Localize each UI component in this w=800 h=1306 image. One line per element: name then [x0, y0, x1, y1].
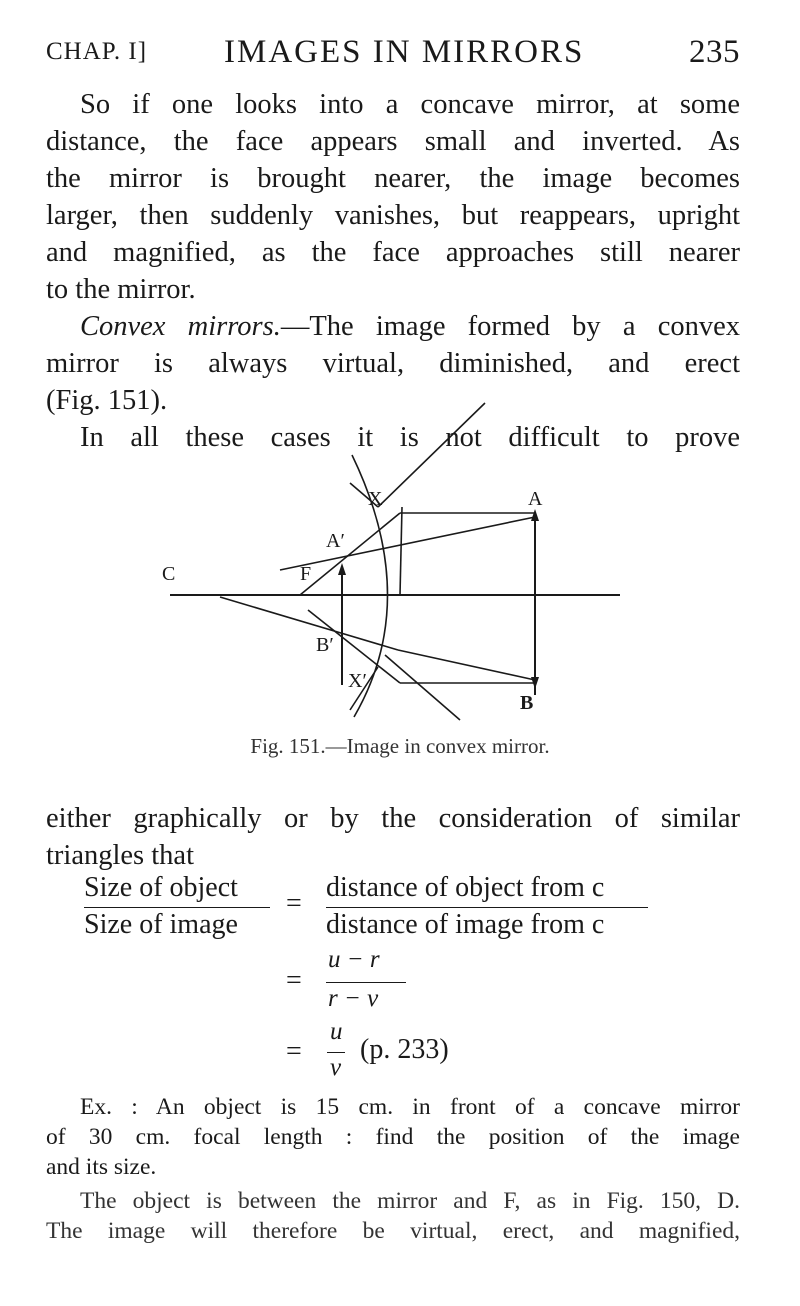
label-b-prime: B′	[316, 634, 334, 656]
eq-page-reference: (p. 233)	[360, 1034, 449, 1065]
running-title: IMAGES IN MIRRORS	[224, 34, 585, 70]
label-x-prime: X′	[348, 670, 367, 692]
text-line: either graphically or by the consideration of similar	[46, 803, 740, 834]
arrow-head-a-prime	[338, 563, 346, 575]
eq-step2-bar	[326, 982, 406, 983]
page-number: 235	[689, 34, 740, 70]
eq-equals-2: =	[286, 965, 302, 996]
eq-equals-3: =	[286, 1036, 302, 1067]
eq-step2-numerator: u − r	[328, 946, 380, 973]
label-x: X	[368, 488, 383, 510]
italic-heading: Convex mirrors.	[80, 311, 281, 342]
text-line: to the mirror.	[46, 274, 196, 305]
example-problem	[46, 1092, 740, 1182]
text-line: the mirror is brought nearer, the image becomes	[46, 163, 740, 194]
eq-equals-1: =	[286, 888, 302, 919]
chapter-label: CHAP. I]	[46, 38, 148, 65]
figure-caption: Fig. 151.—Image in convex mirror.	[250, 734, 550, 758]
convex-mirror-figure	[150, 365, 630, 725]
ray-b-segment	[398, 650, 535, 680]
eq-rhs-numerator: distance of object from c	[326, 872, 605, 903]
text-line: of 30 cm. focal length : find the position of the image	[46, 1124, 740, 1150]
paragraph-concave-mirror	[46, 86, 740, 308]
text-line: larger, then suddenly vanishes, but reappears, upright	[46, 200, 740, 231]
arrow-head-a	[531, 509, 539, 521]
label-a: A	[528, 488, 543, 510]
eq-lhs-bar	[84, 907, 270, 908]
text-line: (Fig. 151).	[46, 385, 168, 416]
text-line: The object is between the mirror and F, as in Fig. 150, D.	[80, 1188, 740, 1214]
paragraph-convex-mirrors	[46, 308, 740, 345]
ray-bottom-outgoing	[385, 655, 460, 720]
text-line: and magnified, as the face approaches still nearer	[46, 237, 740, 268]
eq-rhs-bar	[326, 907, 648, 908]
text-line: The image will therefore be virtual, erect, and magnified,	[46, 1218, 740, 1244]
eq-step3-denominator: v	[330, 1054, 342, 1081]
eq-lhs-numerator: Size of object	[84, 872, 238, 903]
text-run: —The image formed by a convex	[280, 311, 740, 342]
eq-lhs-denominator: Size of image	[84, 909, 238, 940]
eq-step2-denominator: r − v	[328, 985, 379, 1012]
text-line: So if one looks into a concave mirror, at some	[80, 89, 740, 120]
eq-step3-numerator: u	[330, 1018, 343, 1045]
label-c: C	[162, 563, 176, 585]
ray-a-to-c	[280, 517, 535, 570]
text-line: mirror is always virtual, diminished, and erect	[46, 348, 740, 379]
text-line: and its size.	[46, 1154, 157, 1180]
eq-step3-bar	[327, 1052, 345, 1053]
ray-segment	[400, 507, 402, 595]
text-line: In all these cases it is not difficult to prove	[80, 422, 740, 453]
paragraph-similar-triangles	[46, 800, 740, 874]
running-header	[46, 34, 740, 74]
text-line: Ex. : An object is 15 cm. in front of a concave mirror	[80, 1094, 740, 1120]
label-a-prime: A′	[326, 530, 345, 552]
text-line	[46, 308, 740, 345]
text-line: distance, the face appears small and inverted. As	[46, 126, 740, 157]
label-b: B	[520, 692, 534, 714]
example-solution	[46, 1186, 740, 1246]
text-line: triangles that	[46, 840, 194, 871]
ray-c-to-bottom	[220, 597, 398, 650]
ray-top-outgoing	[378, 403, 485, 507]
label-f: F	[300, 563, 312, 585]
eq-rhs-denominator: distance of image from c	[326, 909, 605, 940]
